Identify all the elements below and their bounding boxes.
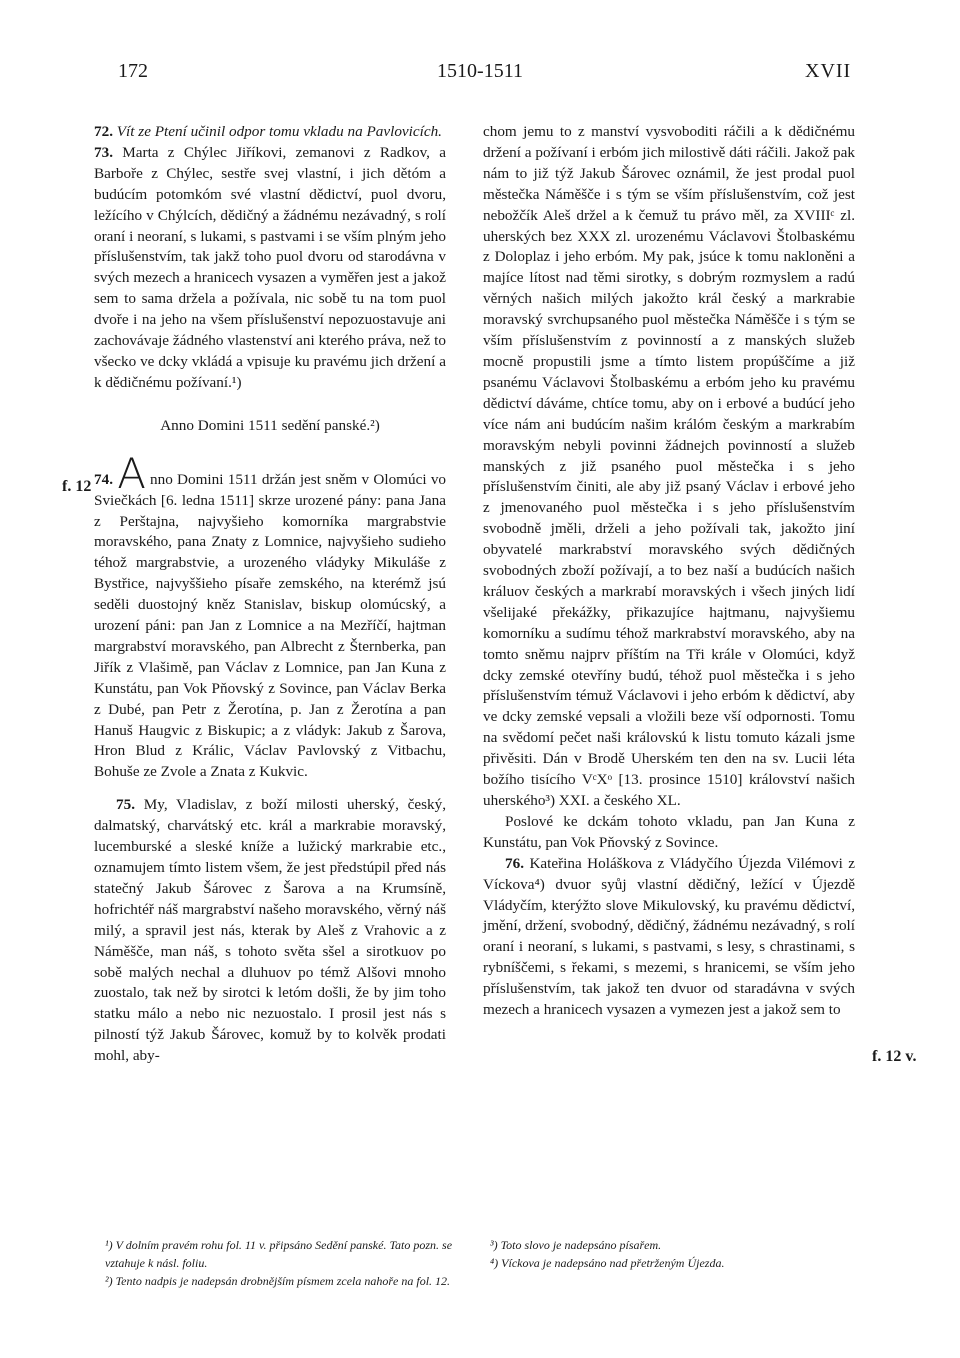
- folio-note-right: f. 12 v.: [872, 1048, 917, 1065]
- footnote-1: ¹) V dolním pravém rohu fol. 11 v. připsáno Sedění panské. Tato pozn. se vztahuje k násl. foliu.: [105, 1238, 453, 1270]
- entry-73: [94, 143, 446, 394]
- page-number: 172: [118, 60, 148, 82]
- entry-text: Vít ze Ptení učinil odpor tomu vkladu na Pavlovicích.: [116, 123, 442, 140]
- entry-number: 72.: [94, 123, 113, 140]
- footnotes-left: [105, 1236, 457, 1290]
- messengers-note: Poslové ke dckám tohoto vkladu, pan Jan Kuna z Kunstátu, pan Vok Pňovský z Sovince.: [483, 812, 855, 851]
- footnote-3: ³) Toto slovo je nadepsáno písařem.: [490, 1238, 662, 1252]
- entry-number: 74.: [94, 470, 113, 488]
- entry-text: My, Vladislav, z boží milosti uherský, český, dalmatský, charvátský etc. král a markrabie moravský, lucemburské a sleské kníže a lužický markrabie etc., oznamujem tímto listem všem, že jest předstúpil před nás statečný Jakub Šárovec z Šarova a na Krumsíně, hofrichtéř náš margrabství našeho moravského, věrný náš milý, a spravil jest nás, kterak by Aleš z Vrahovic a z Náměšče, man náš, s tohoto světa sšel a sirotkuov po sobě malých nechal a dluhuov po témž Alšovi mnoho zuostalo, tak než by sirotci k letóm došli, že by jim toho statku málo a nebo nic nezuostalo. I prosil jest nás s pilností týž Jakub Šárovec, komuž by to kolvěk prodati mohl, aby-: [94, 796, 446, 1065]
- entry-number: 75.: [116, 796, 135, 814]
- entry-72: [94, 122, 446, 143]
- entry-75-continued: chom jemu to z manství vysvoboditi ráčili a k dědičnému držení a požívaní i erbóm jich milostivě dáti ráčili. Jakož pak nám to již týž Jakub Šárovec oznámil, že jest prodal puol městečka Náměšče i s tým se vším příslušenstvím, což jest nebožčík Aleš držel a k čemuž tu právo měl, za XVIIIᶜ zl. uherských bez XXX zl. urozenému Václavovi Štolbaskému z Doloplaz i jeho erbóm. My pak, jsúce k tomu nakloněni a majíce lítost nad těmi sirotky, s dobrým rozmyslem a radú věrných našich milých jakožto král český a markrabie moravský svrchupsaného puol městečka Náměšče i s tým se vším příslušenstvím z povinností a z manských služeb mocně propustili jsme a tímto listem propúščíme a již psanému Václavovi Štolbaskému a erbóm jeho ku pravému dědictví dáváme, chtíce tomu, aby on i erbové a budúcí jeho více nám ani budúcím našim králóm českým a markrabím moravským nebyli povinni žádnejch povinností a služeb manských z již psaného puol městečka i s jeho příslušenstvím činiti, ale aby již psaný Václav i erbové jeho z jmenovaného puol městečka i s jeho příslušenstvím svobodně jměli, drželi a jeho požívali tak, jakožto jiní obyvatelé markrabství moravského svých dědičných svobodných zboží požívají, a to bez naší a budúcích našich králuov českých a markrabí moravských i všech jiných lidí všelijaké překážky, přikazujíce hajtmanu, najvyšiemu komorníku a sudímu téhož markrabství moravského, aby na tomto sněmu najprv příštím na Tři krále v Olomúci, když dcky zemské otevříny budú, téhož puol městečka i s jeho příslušenstvím témuž Václavovi i jeho erbóm k dědictví, aby ve dcky zemské vepsali a vložili beze vší odpornosti. Tomu na svědomí pečet naši královskú k listu tomuto kázali jsme přivěsiti. Dán v Brodě Uherském ten den na sv. Lucii léta božího tisícího VᶜXᵒ [13. prosince 1510] království našich uherského³) XXI. a českého XL.: [483, 123, 855, 809]
- entry-75: [94, 795, 446, 1067]
- entry-text: Kateřina Holáškova z Vládyčího Újezda Vilémovi z Víckova⁴) dvuor syůj vlastní dědičný, ležící v Újezdě Vládyčím, kterýžto slove Mikulovský, ku pravému dědictví, jmění, držení, svobodný, dědičný, žádnému nezávadný, s rolí oraní i neoraní, s lukami, s pastvami, s lesy, s chrastinami, s rybníščemi, s řekami, s mezemi, s hranicemi, se vším jeho příslušenstvím, tak jakož ten dvuor od staradávna v svých mezech a hranicech vysazen a vymezen jest a jakož sem to: [483, 854, 855, 1019]
- footnote-4: ⁴) Víckova je nadepsáno nad přetrženým Újezda.: [490, 1256, 725, 1270]
- session-heading: Anno Domini 1511 sedění panské.²): [160, 416, 380, 434]
- entry-76: [483, 854, 855, 1021]
- chapter-number: XVII: [805, 60, 852, 82]
- entry-text: Marta z Chýlec Jiříkovi, zemanovi z Radkov, a Barboře z Chýlec, sestře svej vlastní, i jich dětóm a budúcím potomkóm své vlastní dědictví, puol dvoru, ležícího v Chýlcích, dědičný a žádnému nezávadný, s rolí oraní i neoraní, s lukami, s pastvami i se vším plným jeho příslušenstvím, tak jakž toho puol dvoru od starodávna v svých mezech a hranicech vysazen a vyměřen jest a jakož sem to sama držela a požívala, nic sobě tu na tom puol dvoře i na jeho na všem příslušenství nepozuostavuje ani zachovávaje žádného vlastenství ani kterého práva, než to všecko ve dcky vkládá a vpisuje ku pravému jich držení a k dědičnému požívaní.¹): [94, 143, 446, 391]
- drop-cap: A: [117, 448, 146, 498]
- entry-number: 73.: [94, 143, 113, 161]
- entry-text: nno Domini 1511 držán jest sněm v Olomúci vo Sviečkách [6. ledna 1511] skrze urozené pány: pana Jana z Perštajna, najvyšieho komorníka margrabstvie moravského, pana Znaty z Lomnice, najvyšieho sudieho téhož margrabstvie, a urozeného vládyky Mikuláše z Bystřice, najvyššieho písaře zemského, na kterémž jsú seděli duostojný kněz Stanislav, biskup olomúcský, a urození páni: pan Jan z Lomnice a na Mezříčí, hajtman margrabství moravského, pan Albrecht z Šternberka, pan Jiřík z Vlašimě, pan Václav z Lomnice, pan Jan Kuna z Kunstátu, pan Vok Pňovský z Sovince, pan Václav Berka z Dubé, pan Petr z Žerotína, p. Jan z Žerotína a pan Hanuš Haugvic z Biskupic; a z vládyk: Jakub z Šarova, Hron Blud z Králic, Václav Pavlovský z Vitbachu, Bohuše ze Zvole a Znata z Kukvic.: [94, 470, 447, 781]
- folio-note-left: f. 12: [62, 478, 92, 495]
- entry-number: 76.: [505, 854, 524, 872]
- running-years: 1510-1511: [437, 60, 523, 82]
- footnote-2: ²) Tento nadpis je nadepsán drobnějším písmem zcela nahoře na fol. 12.: [105, 1274, 451, 1288]
- footnotes-right: [490, 1236, 860, 1272]
- right-column: [483, 122, 855, 1021]
- entry-74: [94, 448, 447, 784]
- left-column: [94, 122, 446, 1067]
- page-header: [0, 60, 960, 90]
